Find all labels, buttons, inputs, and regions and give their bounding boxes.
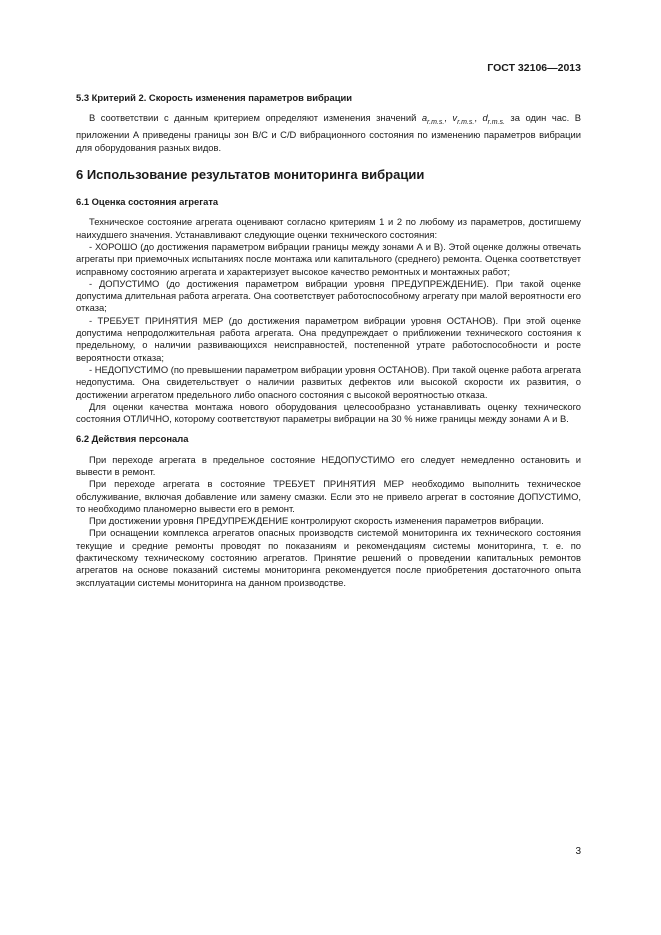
section-6-title: 6 Использование результатов мониторинга вибрации	[76, 167, 425, 183]
section-5-3-title: 5.3 Критерий 2. Скорость изменения параметров вибрации	[76, 92, 353, 103]
section-6-1-paragraph: - ДОПУСТИМО (до достижения параметром вибрации уровня ПРЕДУПРЕЖДЕНИЕ). При такой оценке допустима длительная работа агрегата. Она соответствует работоспособному агрегату при малой вероятности его отказа;	[76, 277, 581, 314]
section-6-2-paragraph: При переходе агрегата в состояние ТРЕБУЕТ ПРИНЯТИЯ МЕР необходимо выполнить техническое обслуживание, включая добавление или замену смазки. Если это не привело агрегат в состояние ДОПУСТИМО, то необходимо планомерно вывести его в ремонт.	[76, 478, 581, 514]
section-6-1-paragraph: Техническое состояние агрегата оценивают согласно критериям 1 и 2 по любому из параметров, достигшему наихудшего значения. Устанавливают следующие оценки технического состояния:	[76, 216, 581, 240]
page-number: 3	[575, 846, 581, 857]
section-6-2-paragraph: При достижении уровня ПРЕДУПРЕЖДЕНИЕ контролируют скорость изменения параметров вибрации.	[89, 515, 544, 527]
document-body	[76, 92, 581, 589]
section-6-1-paragraph: - ХОРОШО (до достижения параметром вибрации границы между зонами А и В). Этой оценке должны отвечать агрегаты при приемочных испытаниях после монтажа или капитального (среднего) ремонта. Оценка соответствует исправному состоянию агрегата и характеризует высокое качество ремонтных и монтажных работ;	[76, 240, 581, 277]
section-6-1-paragraph: - ТРЕБУЕТ ПРИНЯТИЯ МЕР (до достижения параметром вибрации уровня ОСТАНОВ). При этой оценке допустима непродолжительная работа агрегата. Она предупреждает о приближении технического состояния к предельному, о наличии развивающихся неисправностей, постепенной утрате работоспособности и росте вероятности отказа;	[76, 314, 581, 363]
section-6-2-title: 6.2 Действия персонала	[76, 433, 189, 445]
section-5-3-paragraph: В соответствии с данным критерием определяют изменения значений $a_{r.m.s.}$, $v_{r.m.s.}$, $d_{r.m.s.}$ за один час. В приложении А приведены границы зон B/C и C/D вибрационного состояния по изменению параметров вибрации для оборудования разных видов.	[76, 112, 581, 153]
section-6-1-paragraph: - НЕДОПУСТИМО (по превышении параметром вибрации уровня ОСТАНОВ). При такой оценке работа агрегата недопустима. Она свидетельствует о наличии развитых дефектов или высокой скорости их развития, о достижении агрегатом предельного либо опасного состояния с высокой вероятностью отказа.	[76, 363, 582, 400]
section-6-2-paragraph: При оснащении комплекса агрегатов опасных производств системой мониторинга их технического состояния текущие и средние ремонты проводят по показаниям и рекомендациям системы мониторинга, т. е. по фактическому техническому состоянию агрегатов. Принятие решений о проведении капитальных ремонтов агрегатов на основе показаний системы мониторинга рекомендуется после приобретения достаточного опыта эксплуатации системы мониторинга на данном производстве.	[76, 527, 581, 588]
section-6-1-title: 6.1 Оценка состояния агрегата	[76, 196, 219, 208]
section-6-2-paragraph: При переходе агрегата в предельное состояние НЕДОПУСТИМО его следует немедленно остановить и вывести в ремонт.	[76, 453, 581, 477]
standard-header: ГОСТ 32106—2013	[487, 62, 581, 74]
section-6-1-paragraph: Для оценки качества монтажа нового оборудования целесообразно устанавливать оценку технического состояния ОТЛИЧНО, которому соответствуют параметры вибрации на 30 % ниже границы между зонами А и В.	[76, 400, 581, 425]
